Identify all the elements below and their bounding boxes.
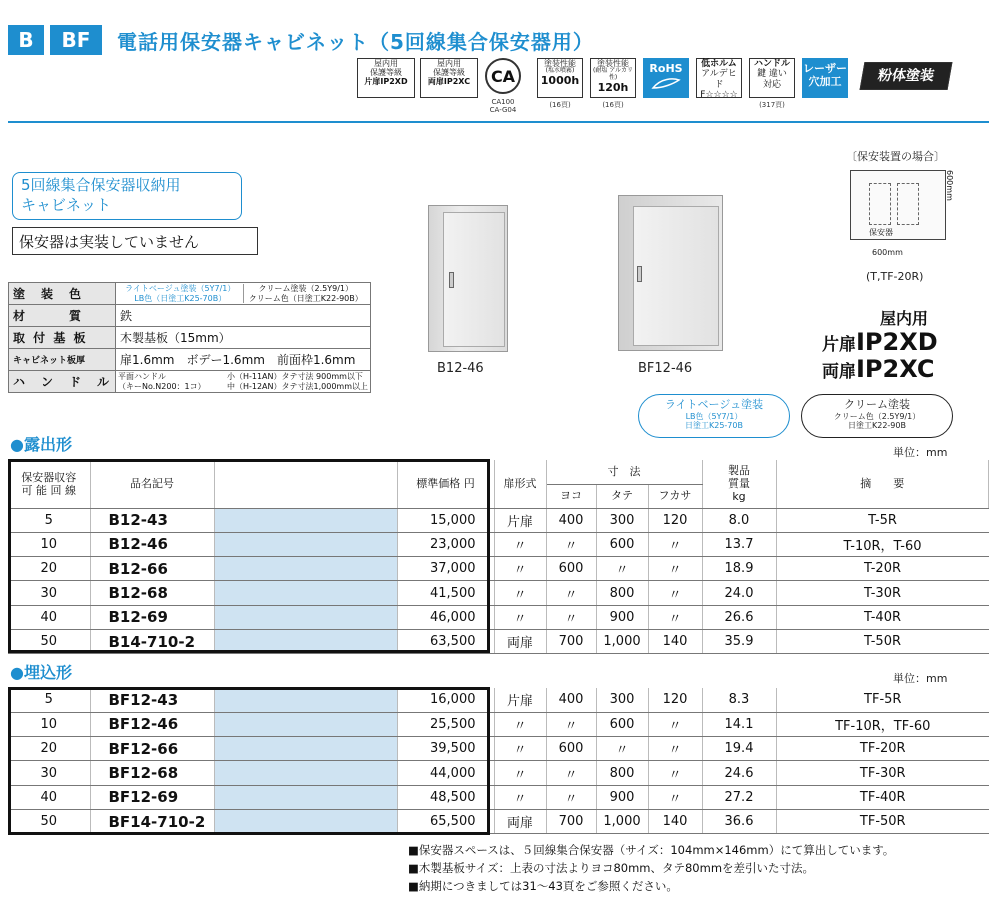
cell-note: T-20R bbox=[776, 557, 989, 581]
cell-code: BF12-66 bbox=[90, 737, 214, 761]
cell-price: 15,000 bbox=[397, 508, 494, 532]
cell-mass: 8.3 bbox=[702, 688, 776, 712]
flush-table bbox=[8, 688, 989, 834]
cell-d: 〃 bbox=[648, 761, 702, 785]
cell-w: 400 bbox=[546, 688, 596, 712]
cell-d: 〃 bbox=[648, 737, 702, 761]
cell-h: 800 bbox=[596, 581, 648, 605]
table-row bbox=[8, 809, 989, 833]
cell-w: 〃 bbox=[546, 712, 596, 736]
ip2xc-label: 両扉IP2XC bbox=[822, 355, 935, 383]
cell-note: T-50R bbox=[776, 629, 989, 653]
cell-door: 〃 bbox=[494, 605, 546, 629]
cell-code: BF14-710-2 bbox=[90, 809, 214, 833]
ip2xc-icon: 屋内用 保護等級 両扉IP2XC bbox=[420, 58, 478, 98]
cell-cap: 50 bbox=[8, 629, 90, 653]
cell-price: 46,000 bbox=[397, 605, 494, 629]
cabinet-b12-46-image bbox=[428, 205, 508, 352]
cell-mass: 13.7 bbox=[702, 532, 776, 556]
cell-cap: 30 bbox=[8, 581, 90, 605]
cell-code: B14-710-2 bbox=[90, 629, 214, 653]
diagram-reference: (T,TF-20R) bbox=[866, 270, 924, 283]
spec-row-handle: ハ ン ド ル 平面ハンドル （キーNo.N200：1コ） 小（H-11AN）タテ寸法 900mm以下 中（H-12AN）タテ寸法1,000mm以上 bbox=[9, 371, 371, 393]
cell-cap: 5 bbox=[8, 508, 90, 532]
cell-note: TF-30R bbox=[776, 761, 989, 785]
table-row bbox=[8, 688, 989, 712]
cell-d: 〃 bbox=[648, 785, 702, 809]
cell-code: B12-66 bbox=[90, 557, 214, 581]
page-title: 電話用保安器キャビネット（5回線集合保安器用） bbox=[117, 30, 594, 54]
cell-w: 700 bbox=[546, 629, 596, 653]
cell-w: 〃 bbox=[546, 761, 596, 785]
cell-door: 片扉 bbox=[494, 688, 546, 712]
cell-mass: 35.9 bbox=[702, 629, 776, 653]
cell-d: 〃 bbox=[648, 605, 702, 629]
cell-mass: 24.0 bbox=[702, 581, 776, 605]
cell-note: TF-20R bbox=[776, 737, 989, 761]
cell-mass: 14.1 bbox=[702, 712, 776, 736]
powder-coating-icon: 粉体塗装 bbox=[860, 62, 953, 90]
cell-price: 41,500 bbox=[397, 581, 494, 605]
cell-price: 63,500 bbox=[397, 629, 494, 653]
ca-mark-icon: CA bbox=[485, 58, 521, 94]
cell-h: 900 bbox=[596, 785, 648, 809]
cell-h: 1,000 bbox=[596, 809, 648, 833]
cell-note: TF-40R bbox=[776, 785, 989, 809]
cell-blank bbox=[214, 688, 397, 712]
cell-d: 〃 bbox=[648, 557, 702, 581]
section-flush-title: ●埋込形 bbox=[10, 663, 72, 682]
cell-door: 〃 bbox=[494, 581, 546, 605]
cell-door: 〃 bbox=[494, 712, 546, 736]
table-row bbox=[8, 712, 989, 736]
paint-alkali-note: (16頁) bbox=[602, 101, 624, 109]
ip2xd-label: 片扉IP2XD bbox=[822, 328, 938, 356]
cell-cap: 20 bbox=[8, 557, 90, 581]
cream-badge: クリーム塗装 クリーム色（2.5Y9/1） 日塗工K22-90B bbox=[801, 394, 953, 438]
cell-door: 〃 bbox=[494, 557, 546, 581]
cell-cap: 10 bbox=[8, 712, 90, 736]
cell-cap: 20 bbox=[8, 737, 90, 761]
cell-d: 120 bbox=[648, 508, 702, 532]
spec-row-base: 取 付 基 板 木製基板（15mm） bbox=[9, 327, 371, 349]
cell-door: 〃 bbox=[494, 737, 546, 761]
cell-code: B12-43 bbox=[90, 508, 214, 532]
protector-layout-diagram: 保安器 bbox=[850, 170, 946, 240]
cell-w: 400 bbox=[546, 508, 596, 532]
cell-h: 300 bbox=[596, 508, 648, 532]
table-row bbox=[8, 557, 989, 581]
cell-code: BF12-46 bbox=[90, 712, 214, 736]
cell-mass: 26.6 bbox=[702, 605, 776, 629]
cell-d: 〃 bbox=[648, 581, 702, 605]
cell-blank bbox=[214, 785, 397, 809]
unit-label-2: 単位：mm bbox=[893, 672, 948, 685]
paint-salt-icon: 塗装性能 (塩水噴霧) 1000h bbox=[537, 58, 583, 98]
table-row bbox=[8, 532, 989, 556]
cell-blank bbox=[214, 508, 397, 532]
cell-note: TF-50R bbox=[776, 809, 989, 833]
cell-cap: 40 bbox=[8, 605, 90, 629]
ca-mark-note: CA100 CA-G04 bbox=[489, 98, 517, 114]
series-badge-b: B bbox=[8, 25, 44, 55]
cell-w: 600 bbox=[546, 557, 596, 581]
cell-blank bbox=[214, 809, 397, 833]
cell-cap: 30 bbox=[8, 761, 90, 785]
cell-price: 37,000 bbox=[397, 557, 494, 581]
cell-door: 片扉 bbox=[494, 508, 546, 532]
cell-mass: 36.6 bbox=[702, 809, 776, 833]
handle-key-icon: ハンドル 鍵 違い 対応 bbox=[749, 58, 795, 98]
cell-w: 〃 bbox=[546, 605, 596, 629]
section-exposed-title: ●露出形 bbox=[10, 435, 72, 454]
cell-price: 65,500 bbox=[397, 809, 494, 833]
exposed-table bbox=[8, 460, 989, 654]
paint-salt-note: (16頁) bbox=[549, 101, 571, 109]
cell-code: BF12-68 bbox=[90, 761, 214, 785]
cell-price: 25,500 bbox=[397, 712, 494, 736]
cell-price: 23,000 bbox=[397, 532, 494, 556]
laser-hole-icon: レーザー 穴加工 bbox=[802, 58, 848, 98]
cell-w: 〃 bbox=[546, 581, 596, 605]
cell-door: 〃 bbox=[494, 761, 546, 785]
cell-price: 48,500 bbox=[397, 785, 494, 809]
table-row bbox=[8, 508, 989, 532]
table-row bbox=[8, 629, 989, 653]
cell-h: 800 bbox=[596, 761, 648, 785]
cell-d: 140 bbox=[648, 629, 702, 653]
cell-blank bbox=[214, 605, 397, 629]
light-beige-badge: ライトベージュ塗装 LB色（5Y7/1） 日塗工K25-70B bbox=[638, 394, 790, 438]
cell-blank bbox=[214, 532, 397, 556]
caption-bf12-46: BF12-46 bbox=[638, 361, 693, 376]
cell-note: TF-10R，TF-60 bbox=[776, 712, 989, 736]
caption-b12-46: B12-46 bbox=[437, 361, 484, 376]
not-installed-notice: 保安器は実装していません bbox=[12, 227, 258, 255]
cell-cap: 5 bbox=[8, 688, 90, 712]
header-divider bbox=[8, 121, 989, 123]
cell-cap: 40 bbox=[8, 785, 90, 809]
formaldehyde-icon: 低ホルム アルデヒド F☆☆☆☆ bbox=[696, 58, 742, 98]
cell-d: 〃 bbox=[648, 532, 702, 556]
footnote-3: ■納期につきましては31～43頁をご参照ください。 bbox=[408, 879, 678, 893]
cell-door: 〃 bbox=[494, 532, 546, 556]
footnote-1: ■保安器スペースは、５回線集合保安器（サイズ：104mm×146mm）にて算出しています。 bbox=[408, 843, 895, 857]
cell-price: 44,000 bbox=[397, 761, 494, 785]
cell-note: T-10R，T-60 bbox=[776, 532, 989, 556]
series-badge-bf: BF bbox=[50, 25, 102, 55]
cell-h: 300 bbox=[596, 688, 648, 712]
cabinet-bf12-46-image bbox=[618, 195, 723, 351]
spec-row-paint: 塗 装 色 ライトベージュ塗装（5Y7/1） LB色（日塗工K25-70B） クリーム塗装（2.5Y9/1） クリーム色（日塗工K22-90B） bbox=[9, 283, 371, 305]
cell-mass: 18.9 bbox=[702, 557, 776, 581]
spec-table bbox=[8, 282, 371, 393]
spec-row-material: 材 質 鉄 bbox=[9, 305, 371, 327]
cell-cap: 10 bbox=[8, 532, 90, 556]
table-row bbox=[8, 737, 989, 761]
cell-w: 700 bbox=[546, 809, 596, 833]
table-row bbox=[8, 761, 989, 785]
diagram-width-label: 600mm bbox=[872, 248, 903, 257]
cell-code: B12-68 bbox=[90, 581, 214, 605]
handle-key-note: (317頁) bbox=[759, 101, 785, 109]
cell-code: B12-46 bbox=[90, 532, 214, 556]
cell-d: 〃 bbox=[648, 712, 702, 736]
cell-price: 16,000 bbox=[397, 688, 494, 712]
cell-h: 〃 bbox=[596, 557, 648, 581]
cell-h: 600 bbox=[596, 712, 648, 736]
cell-code: B12-69 bbox=[90, 605, 214, 629]
rohs-icon: RoHS bbox=[643, 58, 689, 98]
footnote-2: ■木製基板サイズ：上表の寸法よりヨコ80mm、タテ80mmを差引いた寸法。 bbox=[408, 861, 815, 875]
cell-note: T-30R bbox=[776, 581, 989, 605]
cell-h: 〃 bbox=[596, 737, 648, 761]
cell-h: 600 bbox=[596, 532, 648, 556]
cell-w: 〃 bbox=[546, 785, 596, 809]
table-row bbox=[8, 581, 989, 605]
cell-mass: 24.6 bbox=[702, 761, 776, 785]
spec-row-thickness: キャビネット板厚 扉1.6mm ボデー1.6mm 前面枠1.6mm bbox=[9, 349, 371, 371]
paint-alkali-icon: 塗装性能 (耐塩 アルカリ性) 120h bbox=[590, 58, 636, 98]
cell-door: 両扉 bbox=[494, 809, 546, 833]
cell-d: 140 bbox=[648, 809, 702, 833]
cell-w: 〃 bbox=[546, 532, 596, 556]
table-row bbox=[8, 605, 989, 629]
cell-price: 39,500 bbox=[397, 737, 494, 761]
cell-note: T-5R bbox=[776, 508, 989, 532]
product-purpose-label: 5回線集合保安器収納用 キャビネット bbox=[12, 172, 242, 220]
cell-blank bbox=[214, 581, 397, 605]
exposed-header-row-2: ヨコ タテ フカサ bbox=[8, 484, 989, 508]
cell-blank bbox=[214, 712, 397, 736]
cell-note: T-40R bbox=[776, 605, 989, 629]
diagram-height-label: 600mm bbox=[945, 170, 954, 201]
indoor-label: 屋内用 bbox=[880, 309, 929, 328]
exposed-header-row-1: 保安器収容 可 能 回 線 品名記号 標準価格 円 扉形式 寸 法 製品 質量 kg 摘 要 bbox=[8, 460, 989, 484]
cell-mass: 27.2 bbox=[702, 785, 776, 809]
cell-h: 1,000 bbox=[596, 629, 648, 653]
cell-w: 600 bbox=[546, 737, 596, 761]
cell-mass: 19.4 bbox=[702, 737, 776, 761]
cell-cap: 50 bbox=[8, 809, 90, 833]
cell-blank bbox=[214, 737, 397, 761]
table-row bbox=[8, 785, 989, 809]
ip2xd-icon: 屋内用 保護等級 片扉IP2XD bbox=[357, 58, 415, 98]
cell-d: 120 bbox=[648, 688, 702, 712]
cell-blank bbox=[214, 629, 397, 653]
cell-mass: 8.0 bbox=[702, 508, 776, 532]
cell-code: BF12-43 bbox=[90, 688, 214, 712]
cell-door: 両扉 bbox=[494, 629, 546, 653]
cell-h: 900 bbox=[596, 605, 648, 629]
cell-door: 〃 bbox=[494, 785, 546, 809]
cell-code: BF12-69 bbox=[90, 785, 214, 809]
cell-note: TF-5R bbox=[776, 688, 989, 712]
cell-blank bbox=[214, 557, 397, 581]
diagram-title: 〔保安装置の場合〕 bbox=[846, 150, 945, 163]
cell-blank bbox=[214, 761, 397, 785]
unit-label-1: 単位：mm bbox=[893, 446, 948, 459]
